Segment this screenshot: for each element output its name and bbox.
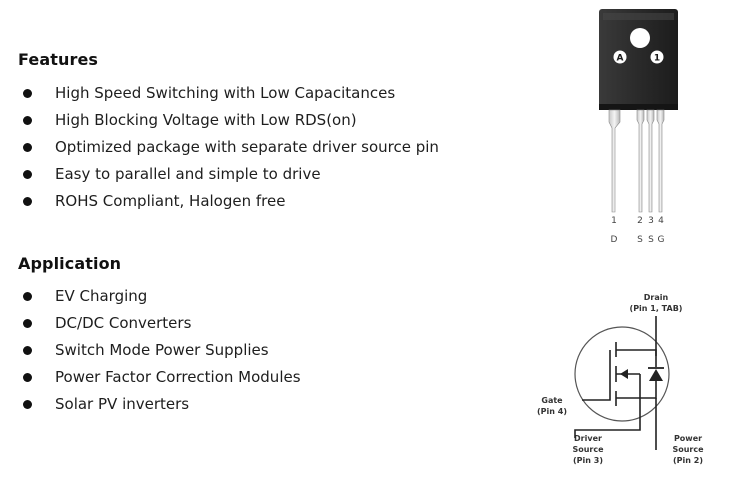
driver-source-label-2: Source (572, 445, 604, 454)
bullet-icon (23, 292, 32, 301)
gate-pin-label: (Pin 4) (537, 407, 567, 416)
features-heading: Features (18, 50, 99, 69)
features-list (18, 80, 439, 215)
feature-text: Easy to parallel and simple to drive (55, 165, 321, 183)
pin-1 (609, 110, 620, 212)
list-item (18, 80, 439, 107)
body-arrow-icon (620, 369, 628, 379)
list-item (18, 364, 301, 391)
bullet-icon (23, 400, 32, 409)
feature-text: High Blocking Voltage with Low RDS(on) (55, 111, 357, 129)
pin-3 (647, 110, 654, 212)
pin-number-1: 1 (611, 216, 617, 226)
body-diode-icon (648, 368, 664, 381)
application-text: Power Factor Correction Modules (55, 368, 301, 386)
pin-name-1: D (610, 235, 618, 245)
bullet-icon (23, 319, 32, 328)
drain-pin-label: (Pin 1, TAB) (629, 304, 683, 313)
bullet-icon (23, 346, 32, 355)
power-source-label-1: Power (673, 434, 703, 443)
bullet-icon (23, 170, 32, 179)
power-source-pin-label: (Pin 2) (673, 456, 703, 465)
gate-label: Gate (541, 396, 563, 405)
feature-text: Optimized package with separate driver source pin (55, 138, 439, 156)
list-item (18, 134, 439, 161)
drain-label: Drain (643, 293, 669, 302)
list-item (18, 161, 439, 188)
bullet-icon (23, 89, 32, 98)
mark-a: A (616, 53, 624, 64)
pin-name-4: G (657, 235, 665, 245)
application-list (18, 283, 301, 418)
driver-source-pin-label: (Pin 3) (573, 456, 603, 465)
feature-text: High Speed Switching with Low Capacitances (55, 84, 396, 102)
list-item (18, 337, 301, 364)
bullet-icon (23, 116, 32, 125)
bullet-icon (23, 373, 32, 382)
mounting-hole (630, 28, 650, 48)
bullet-icon (23, 143, 32, 152)
application-heading: Application (18, 254, 122, 273)
power-source-label-2: Source (672, 445, 704, 454)
mosfet-schematic (520, 280, 731, 485)
pin-name-3: S (648, 235, 654, 245)
package-body (599, 9, 678, 110)
pin-number-4: 4 (658, 216, 664, 226)
mark-1: 1 (653, 53, 661, 64)
driver-source-label-1: Driver (574, 434, 602, 443)
pin-number-3: 3 (648, 216, 654, 226)
pin-2 (637, 110, 644, 212)
application-text: Solar PV inverters (55, 395, 190, 413)
feature-text: ROHS Compliant, Halogen free (55, 192, 286, 210)
list-item (18, 391, 301, 418)
pin-number-2: 2 (637, 216, 643, 226)
application-text: Switch Mode Power Supplies (55, 341, 269, 359)
application-text: DC/DC Converters (55, 314, 192, 332)
gate-lead (582, 350, 610, 400)
list-item (18, 188, 439, 215)
driver-source-lead (575, 398, 640, 438)
list-item (18, 310, 301, 337)
package-image (560, 0, 720, 260)
pin-4 (657, 110, 664, 212)
bullet-icon (23, 197, 32, 206)
list-item (18, 107, 439, 134)
pin-name-2: S (637, 235, 643, 245)
list-item (18, 283, 301, 310)
application-text: EV Charging (55, 287, 148, 305)
